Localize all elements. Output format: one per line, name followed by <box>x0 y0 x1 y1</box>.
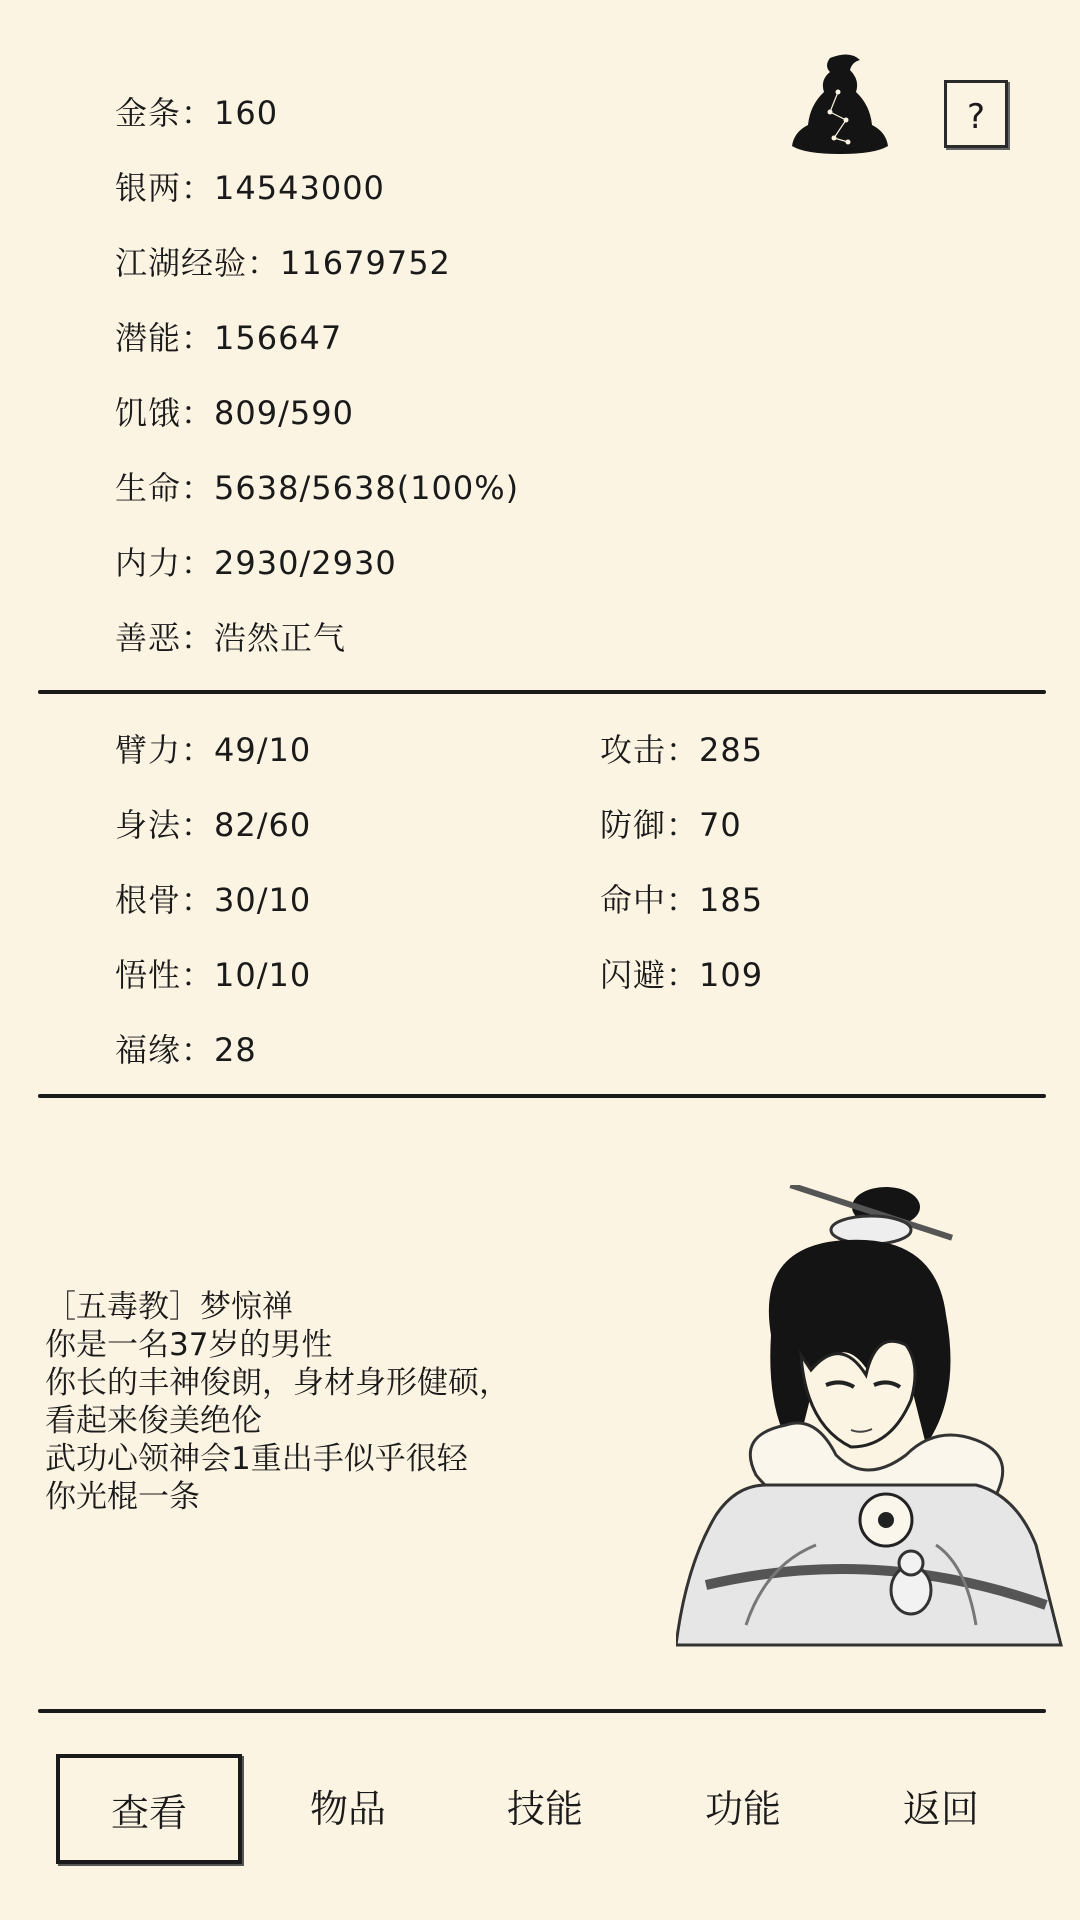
stat-silver: 银两：14543000 <box>115 169 385 207</box>
stat-internal-force: 内力：2930/2930 <box>115 544 397 582</box>
stat-hunger: 饥饿：809/590 <box>115 394 354 432</box>
nav-items-button[interactable]: 物品 <box>309 1787 386 1831</box>
attr-defense: 防御：70 <box>600 806 742 844</box>
nav-back-button[interactable]: 返回 <box>902 1787 979 1831</box>
nav-skills-button[interactable]: 技能 <box>506 1787 583 1831</box>
character-age-line: 你是一名37岁的男性 <box>45 1327 333 1363</box>
attr-attack: 攻击：285 <box>600 731 764 769</box>
attr-constitution: 根骨：30/10 <box>115 881 312 919</box>
nav-view-button[interactable]: 查看 <box>56 1754 242 1864</box>
section-divider <box>38 1709 1046 1713</box>
stat-experience: 江湖经验：11679752 <box>115 244 451 282</box>
character-title: ［五毒教］梦惊禅 <box>45 1289 293 1325</box>
attr-agility: 身法：82/60 <box>115 806 312 844</box>
section-divider <box>38 1094 1046 1098</box>
stat-gold-bars: 金条：160 <box>115 94 279 132</box>
character-portrait <box>676 1185 1066 1650</box>
help-button[interactable]: ? <box>944 80 1008 148</box>
attr-accuracy: 命中：185 <box>600 881 764 919</box>
attr-dodge: 闪避：109 <box>600 956 764 994</box>
character-martial-line: 武功心领神会1重出手似乎很轻 <box>45 1441 468 1477</box>
character-appearance-line: 你长的丰神俊朗，身材身形健硕， <box>45 1365 510 1401</box>
nav-functions-button[interactable]: 功能 <box>704 1787 781 1831</box>
meditating-figure-icon[interactable] <box>790 50 890 160</box>
attr-comprehension: 悟性：10/10 <box>115 956 312 994</box>
stat-health: 生命：5638/5638(100%) <box>115 469 520 507</box>
character-description <box>45 1288 510 1516</box>
stat-morality: 善恶：浩然正气 <box>115 619 347 657</box>
stat-potential: 潜能：156647 <box>115 319 343 357</box>
character-appearance-line-2: 看起来俊美绝伦 <box>45 1403 262 1439</box>
character-marital-line: 你光棍一条 <box>45 1479 200 1515</box>
attr-fortune: 福缘：28 <box>115 1031 257 1069</box>
section-divider <box>38 690 1046 694</box>
attr-strength: 臂力：49/10 <box>115 731 312 769</box>
